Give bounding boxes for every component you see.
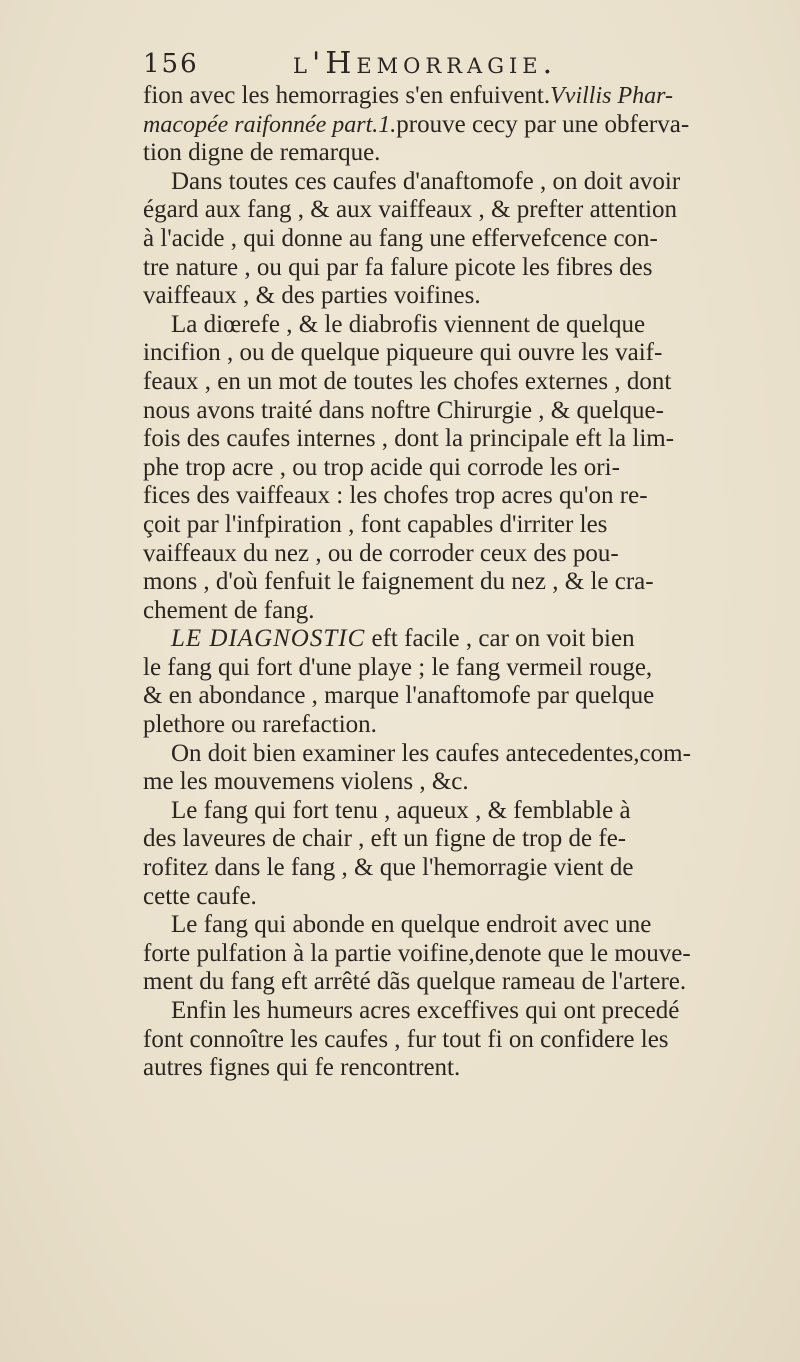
- paragraph-start: La diœrefe , & le diabrofis viennent de quelque: [171, 310, 646, 338]
- paragraph-start: Dans toutes ces caufes d'anaftomofe , on doit avoir: [171, 167, 681, 195]
- running-header: [143, 44, 663, 84]
- text-line: des laveures de chair , eft un figne de trop de fe-: [143, 825, 627, 853]
- text-line: mons , d'où fenfuit le faignement du nez , & le cra-: [143, 568, 654, 596]
- text-line: me les mouvemens violens , &c.: [143, 768, 469, 796]
- section-heading: LE DIAGNOSTIC: [171, 625, 366, 653]
- text-line: tre nature , ou qui par fa falure picote les fibres des: [143, 253, 653, 281]
- running-title: l'Hemorragie.: [293, 46, 558, 81]
- text-line: cette caufe.: [143, 882, 257, 910]
- citation-reference: macopée raifonnée part.1.: [143, 111, 397, 138]
- text-line: chement de fang.: [143, 596, 315, 624]
- text-line: fois des caufes internes , dont la principale eft la lim-: [143, 425, 675, 453]
- text-line: nous avons traité dans noftre Chirurgie , & quelque-: [143, 396, 664, 424]
- citation-reference: Vvillis Phar-: [550, 83, 673, 109]
- text-line: fion avec les hemorragies s'en enfuivent.Vvillis Phar-: [143, 82, 673, 109]
- paragraph-start: On doit bien examiner les caufes antecedentes,com-: [171, 739, 691, 767]
- text-line: vaiffeaux , & des parties voifines.: [143, 282, 481, 310]
- text-line: tion digne de remarque.: [143, 139, 381, 167]
- page-number: 156: [143, 49, 199, 79]
- text-line: ment du fang eft arrêté dãs quelque rameau de l'artere.: [143, 968, 687, 996]
- text-line: plethore ou rarefaction.: [143, 711, 377, 739]
- text-line: çoit par l'infpiration , font capables d'irriter les: [143, 510, 608, 538]
- text-line: fices des vaiffeaux : les chofes trop acres qu'on re-: [143, 482, 648, 510]
- text-line: feaux , en un mot de toutes les chofes externes , dont: [143, 367, 672, 395]
- text-line: macopée raifonnée part.1.prouve cecy par une obferva-: [143, 110, 690, 138]
- text-line: rofitez dans le fang , & que l'hemorragie vient de: [143, 854, 634, 882]
- text-line: vaiffeaux du nez , ou de corroder ceux des pou-: [143, 539, 619, 567]
- body-text: [143, 82, 798, 1083]
- text-line: phe trop acre , ou trop acide qui corrode les ori-: [143, 453, 620, 481]
- paragraph-start: Enfin les humeurs acres exceffives qui ont precedé: [171, 997, 680, 1024]
- text-line: incifion , ou de quelque piqueure qui ouvre les vaif-: [143, 339, 663, 367]
- paragraph-start: Le fang qui fort tenu , aqueux , & femblable à: [171, 796, 631, 824]
- text-line: forte pulfation à la partie voifine,denote que le mouve-: [143, 939, 691, 967]
- paragraph-start: Le fang qui abonde en quelque endroit avec une: [171, 911, 652, 939]
- text-line: & en abondance , marque l'anaftomofe par quelque: [143, 682, 655, 710]
- text-line: le fang qui fort d'une playe ; le fang vermeil rouge,: [143, 653, 653, 681]
- text-line: égard aux fang , & aux vaiffeaux , & prefter attention: [143, 196, 678, 224]
- text-line: font connoître les caufes , fur tout fi on confidere les: [143, 1025, 669, 1053]
- text-line: autres fignes qui fe rencontrent.: [143, 1054, 461, 1082]
- text-line: à l'acide , qui donne au fang une effervefcence con-: [143, 224, 658, 252]
- paragraph-start: LE DIAGNOSTIC eft facile , car on voit bien: [171, 625, 635, 653]
